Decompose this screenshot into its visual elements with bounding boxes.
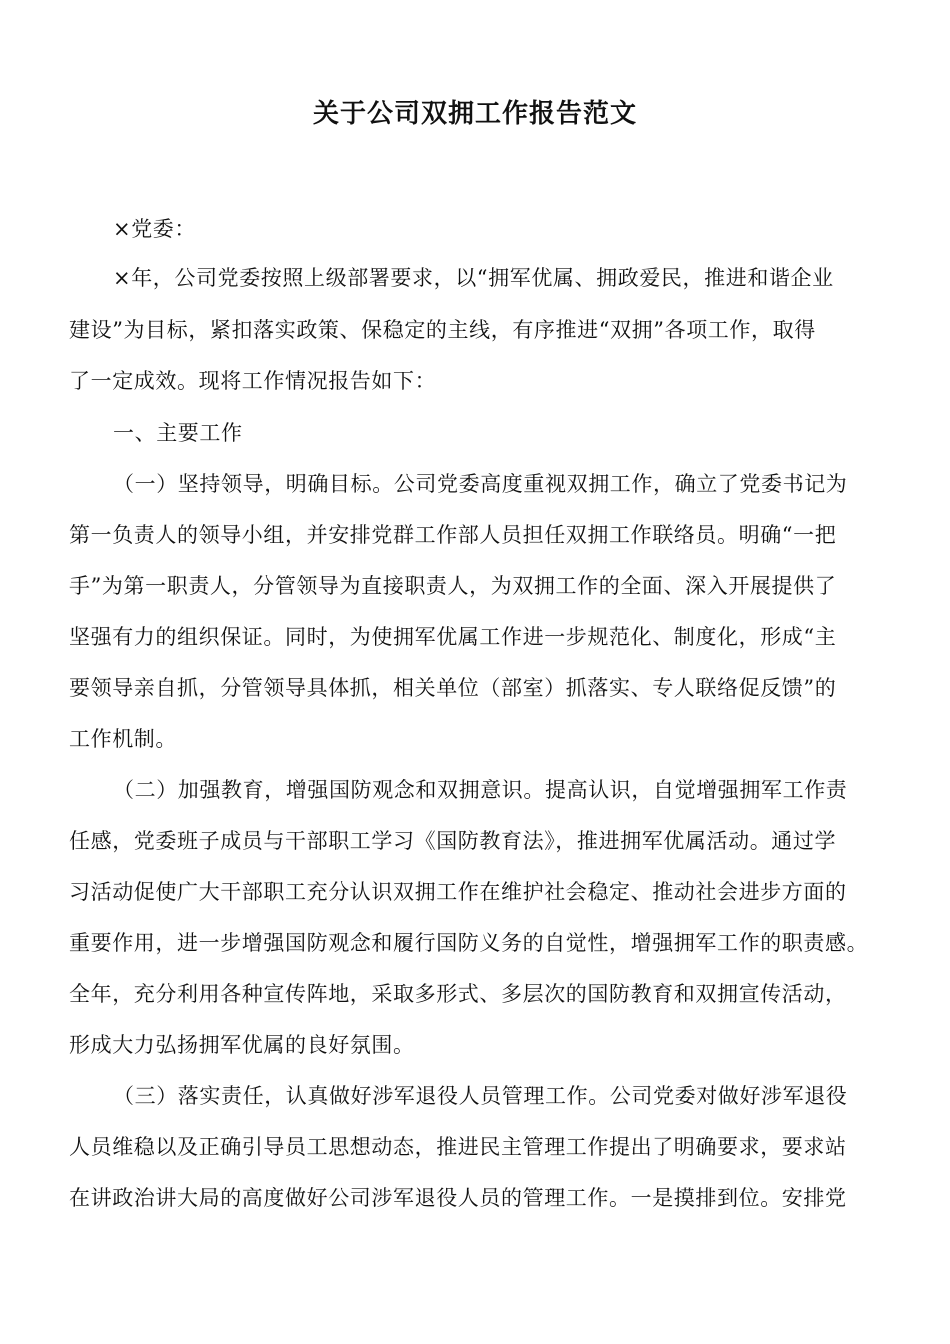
paragraph-line: （二）加强教育，增强国防观念和双拥意识。提高认识，自觉增强拥军工作责 (113, 778, 848, 802)
paragraph-line: 形成大力弘扬拥军优属的良好氛围。 (69, 1033, 415, 1057)
paragraph-line: 人员维稳以及正确引导员工思想动态，推进民主管理工作提出了明确要求，要求站 (69, 1135, 847, 1159)
paragraph-line: 第一负责人的领导小组，并安排党群工作部人员担任双拥工作联络员。明确“一把 (69, 523, 837, 547)
section-heading: 一、主要工作 (113, 421, 243, 445)
paragraph-line: 要领导亲自抓，分管领导具体抓，相关单位（部室）抓落实、专人联络促反馈”的 (69, 676, 837, 700)
paragraph-line: 全年，充分利用各种宣传阵地，采取多形式、多层次的国防教育和双拥宣传活动， (69, 982, 847, 1006)
paragraph-line: 习活动促使广大干部职工充分认识双拥工作在维护社会稳定、推动社会进步方面的 (69, 880, 847, 904)
paragraph-line: 在讲政治讲大局的高度做好公司涉军退役人员的管理工作。一是摸排到位。安排党 (69, 1186, 847, 1210)
paragraph-line: 了一定成效。现将工作情况报告如下： (69, 369, 437, 393)
document-title: 关于公司双拥工作报告范文 (312, 99, 637, 129)
salutation-line: ×党委： (113, 217, 196, 241)
paragraph-line: 手”为第一职责人，分管领导为直接职责人，为双拥工作的全面、深入开展提供了 (69, 574, 837, 598)
paragraph-line: 坚强有力的组织保证。同时，为使拥军优属工作进一步规范化、制度化，形成“主 (69, 625, 837, 649)
paragraph-line: ×年，公司党委按照上级部署要求，以“拥军优属、拥政爱民，推进和谐企业 (113, 266, 834, 290)
paragraph-line: 建设”为目标，紧扣落实政策、保稳定的主线，有序推进“双拥”各项工作，取得 (69, 318, 816, 342)
paragraph-line: 重要作用，进一步增强国防观念和履行国防义务的自觉性，增强拥军工作的职责感。 (69, 931, 869, 955)
paragraph-line: 任感，党委班子成员与干部职工学习《国防教育法》，推进拥军优属活动。通过学 (69, 829, 837, 853)
paragraph-line: （一）坚持领导，明确目标。公司党委高度重视双拥工作，确立了党委书记为 (113, 472, 848, 496)
paragraph-line: （三）落实责任，认真做好涉军退役人员管理工作。公司党委对做好涉军退役 (113, 1084, 848, 1108)
paragraph-line: 工作机制。 (69, 727, 177, 751)
